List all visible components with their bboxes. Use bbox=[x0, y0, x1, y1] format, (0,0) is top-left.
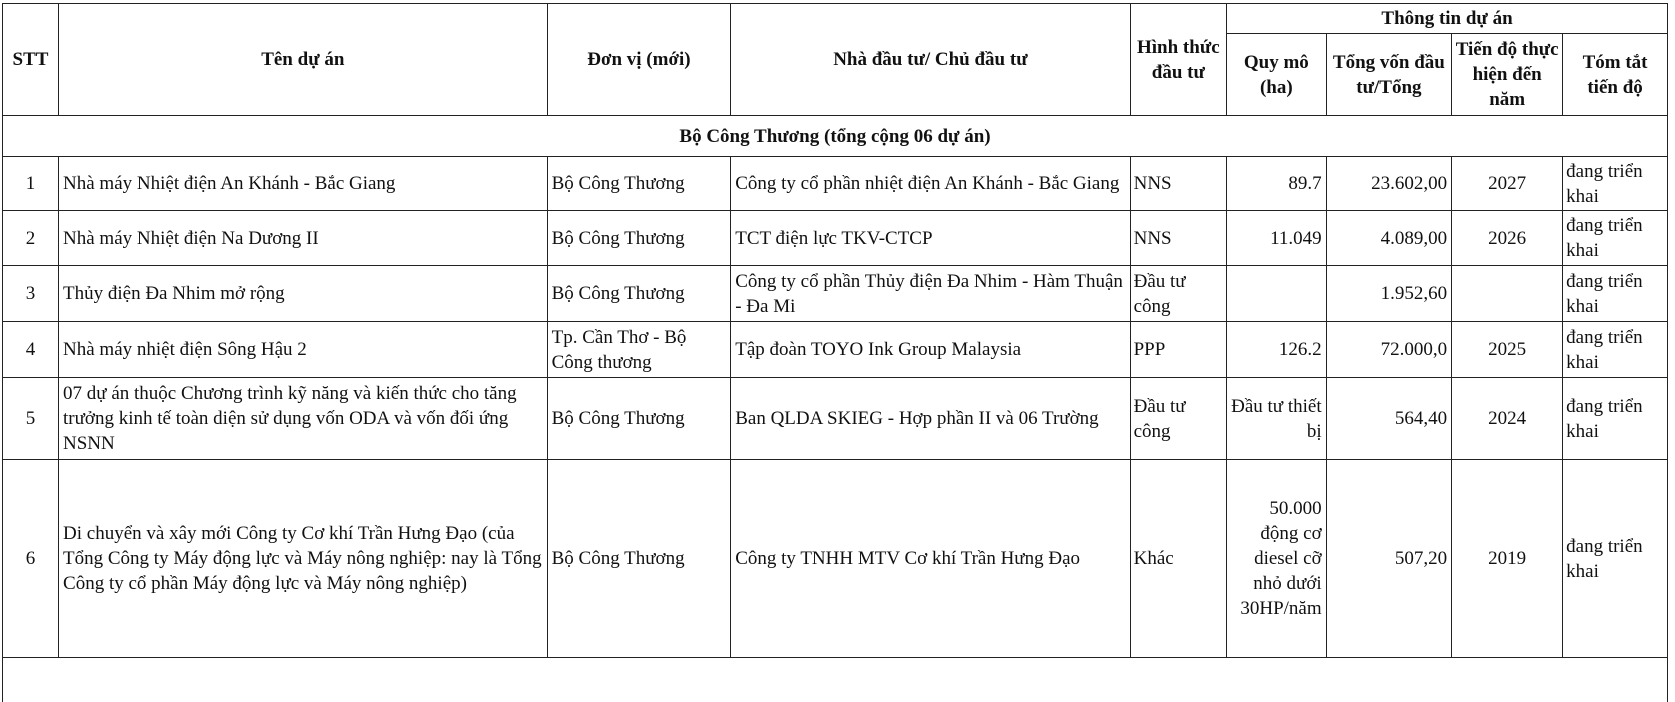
cell-progress-year: 2019 bbox=[1452, 460, 1563, 658]
cell-investor: Công ty TNHH MTV Cơ khí Trần Hưng Đạo bbox=[731, 460, 1130, 658]
cell-progress-summary: đang triển khai bbox=[1563, 322, 1668, 378]
cell-investment-form: PPP bbox=[1130, 322, 1226, 378]
cell-unit: Bộ Công Thương bbox=[547, 157, 731, 211]
cell-progress-summary: đang triển khai bbox=[1563, 460, 1668, 658]
header-stt: STT bbox=[3, 4, 59, 116]
cell-stt: 6 bbox=[3, 460, 59, 658]
cell-progress-summary: đang triển khai bbox=[1563, 266, 1668, 322]
cell-scale: 89.7 bbox=[1227, 157, 1327, 211]
continuation-cell bbox=[3, 658, 1668, 702]
cell-project-name: 07 dự án thuộc Chương trình kỹ năng và kiến thức cho tăng trưởng kinh tế toàn diện sử dụng vốn ODA và vốn đối ứng NSNN bbox=[59, 378, 548, 460]
cell-progress-year: 2025 bbox=[1452, 322, 1563, 378]
cell-stt: 1 bbox=[3, 157, 59, 211]
cell-scale: Đầu tư thiết bị bbox=[1227, 378, 1327, 460]
cell-progress-summary: đang triển khai bbox=[1563, 378, 1668, 460]
cell-scale: 126.2 bbox=[1227, 322, 1327, 378]
cell-total-capital: 23.602,00 bbox=[1326, 157, 1452, 211]
cell-investment-form: Đầu tư công bbox=[1130, 266, 1226, 322]
cell-investor: Công ty cổ phần nhiệt điện An Khánh - Bắc Giang bbox=[731, 157, 1130, 211]
cell-project-name: Nhà máy Nhiệt điện An Khánh - Bắc Giang bbox=[59, 157, 548, 211]
cell-investor: Tập đoàn TOYO Ink Group Malaysia bbox=[731, 322, 1130, 378]
cell-scale bbox=[1227, 266, 1327, 322]
table-row bbox=[3, 460, 1668, 658]
header-investor: Nhà đầu tư/ Chủ đầu tư bbox=[731, 4, 1130, 116]
cell-stt: 4 bbox=[3, 322, 59, 378]
cell-project-name: Nhà máy Nhiệt điện Na Dương II bbox=[59, 211, 548, 266]
cell-investment-form: Khác bbox=[1130, 460, 1226, 658]
header-investment-form: Hình thức đầu tư bbox=[1130, 4, 1226, 116]
cell-investor: TCT điện lực TKV-CTCP bbox=[731, 211, 1130, 266]
cell-unit: Bộ Công Thương bbox=[547, 266, 731, 322]
cell-progress-summary: đang triển khai bbox=[1563, 157, 1668, 211]
table-row bbox=[3, 266, 1668, 322]
cell-progress-year: 2027 bbox=[1452, 157, 1563, 211]
header-progress-summary: Tóm tắt tiến độ bbox=[1563, 34, 1668, 116]
cell-total-capital: 564,40 bbox=[1326, 378, 1452, 460]
header-progress-year: Tiến độ thực hiện đến năm bbox=[1452, 34, 1563, 116]
cell-scale: 50.000 động cơ diesel cỡ nhỏ dưới 30HP/năm bbox=[1227, 460, 1327, 658]
cell-stt: 2 bbox=[3, 211, 59, 266]
project-table-container bbox=[2, 3, 1668, 702]
cell-unit: Bộ Công Thương bbox=[547, 378, 731, 460]
table-row bbox=[3, 322, 1668, 378]
cell-unit: Bộ Công Thương bbox=[547, 211, 731, 266]
cell-investor: Công ty cổ phần Thủy điện Đa Nhim - Hàm Thuận - Đa Mi bbox=[731, 266, 1130, 322]
cell-stt: 5 bbox=[3, 378, 59, 460]
cell-stt: 3 bbox=[3, 266, 59, 322]
cell-project-name: Nhà máy nhiệt điện Sông Hậu 2 bbox=[59, 322, 548, 378]
project-table bbox=[2, 3, 1668, 702]
table-row bbox=[3, 157, 1668, 211]
cell-unit: Bộ Công Thương bbox=[547, 460, 731, 658]
cell-total-capital: 4.089,00 bbox=[1326, 211, 1452, 266]
cell-progress-year: 2024 bbox=[1452, 378, 1563, 460]
cell-scale: 11.049 bbox=[1227, 211, 1327, 266]
table-row bbox=[3, 378, 1668, 460]
cell-progress-summary: đang triển khai bbox=[1563, 211, 1668, 266]
cell-investment-form: NNS bbox=[1130, 157, 1226, 211]
table-row bbox=[3, 211, 1668, 266]
cell-progress-year bbox=[1452, 266, 1563, 322]
cell-investor: Ban QLDA SKIEG - Hợp phần II và 06 Trường bbox=[731, 378, 1130, 460]
cell-total-capital: 1.952,60 bbox=[1326, 266, 1452, 322]
cell-total-capital: 72.000,0 bbox=[1326, 322, 1452, 378]
cell-total-capital: 507,20 bbox=[1326, 460, 1452, 658]
header-project-info: Thông tin dự án bbox=[1227, 4, 1668, 34]
cell-investment-form: NNS bbox=[1130, 211, 1226, 266]
header-scale: Quy mô (ha) bbox=[1227, 34, 1327, 116]
cell-project-name: Thủy điện Đa Nhim mở rộng bbox=[59, 266, 548, 322]
cell-investment-form: Đầu tư công bbox=[1130, 378, 1226, 460]
cell-progress-year: 2026 bbox=[1452, 211, 1563, 266]
header-project-name: Tên dự án bbox=[59, 4, 548, 116]
header-unit: Đơn vị (mới) bbox=[547, 4, 731, 116]
section-title: Bộ Công Thương (tổng cộng 06 dự án) bbox=[3, 116, 1668, 157]
header-total-capital: Tổng vốn đầu tư/Tổng bbox=[1326, 34, 1452, 116]
table-row-continuation bbox=[3, 658, 1668, 702]
cell-unit: Tp. Cần Thơ - Bộ Công thương bbox=[547, 322, 731, 378]
cell-project-name: Di chuyển và xây mới Công ty Cơ khí Trần Hưng Đạo (của Tổng Công ty Máy động lực và Máy nông nghiệp: nay là Tổng Công ty cổ phần Máy động lực và Máy nông nghiệp) bbox=[59, 460, 548, 658]
